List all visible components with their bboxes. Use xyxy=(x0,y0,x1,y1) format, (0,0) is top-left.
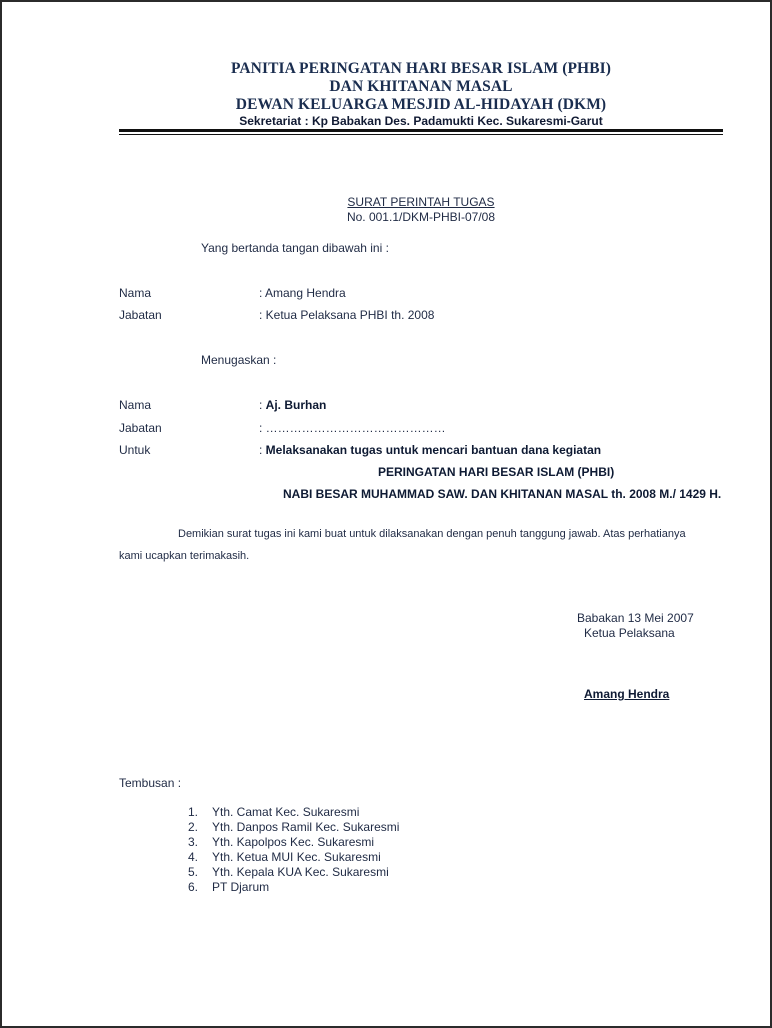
assignee-purpose-label: Untuk xyxy=(119,443,151,457)
letterhead-rule-thin xyxy=(119,134,723,135)
tembusan-item-text: Yth. Ketua MUI Kec. Sukaresmi xyxy=(212,850,381,864)
tembusan-item-number: 1. xyxy=(188,805,199,819)
letterhead-rule-thick xyxy=(119,129,723,132)
assignee-purpose-line-1: Melaksanakan tugas untuk mencari bantuan dana kegiatan xyxy=(265,443,602,457)
assignee-purpose-row xyxy=(259,443,601,457)
tembusan-label: Tembusan : xyxy=(119,776,182,790)
assignee-purpose-line-2: PERINGATAN HARI BESAR ISLAM (PHBI) xyxy=(378,465,615,479)
signer-title: Ketua Pelaksana xyxy=(584,626,675,640)
tembusan-item-number: 6. xyxy=(188,880,199,894)
assignee-name-row xyxy=(259,398,326,412)
tembusan-item-text: Yth. Camat Kec. Sukaresmi xyxy=(212,805,360,819)
letter-number: No. 001.1/DKM-PHBI-07/08 xyxy=(346,210,496,224)
letterhead-line-3: DEWAN KELUARGA MESJID AL-HIDAYAH (DKM) xyxy=(235,96,607,113)
place-date: Babakan 13 Mei 2007 xyxy=(577,611,694,625)
letterhead-line-1: PANITIA PERINGATAN HARI BESAR ISLAM (PHBI) xyxy=(230,60,612,77)
tembusan-item-number: 2. xyxy=(188,820,199,834)
tembusan-item-text: Yth. Kepala KUA Kec. Sukaresmi xyxy=(212,865,389,879)
signer-name-label: Nama xyxy=(119,286,152,300)
tembusan-item-number: 3. xyxy=(188,835,199,849)
closing-line-2: kami ucapkan terimakasih. xyxy=(119,550,250,562)
letterhead-secretariat: Sekretariat : Kp Babakan Des. Padamukti Kec. Sukaresmi-Garut xyxy=(239,114,603,128)
signer-name-value: : Amang Hendra xyxy=(259,286,346,300)
assignee-position-value: : ……………………………………… xyxy=(259,421,446,435)
closing-line-1: Demikian surat tugas ini kami buat untuk dilaksanakan dengan penuh tanggung jawab. Atas perhatianya xyxy=(178,528,686,540)
letterhead-line-2: DAN KHITANAN MASAL xyxy=(329,78,513,95)
assign-heading: Menugaskan : xyxy=(201,353,277,367)
signer-position-value: : Ketua Pelaksana PHBI th. 2008 xyxy=(259,308,435,322)
assignee-purpose-sep: : xyxy=(259,443,266,457)
signer-signature-name: Amang Hendra xyxy=(584,687,670,701)
assignee-name-value: Aj. Burhan xyxy=(265,398,327,412)
assignee-name-label: Nama xyxy=(119,398,152,412)
intro-text: Yang bertanda tangan dibawah ini : xyxy=(201,241,389,255)
assignee-name-sep: : xyxy=(259,398,266,412)
tembusan-item-number: 5. xyxy=(188,865,199,879)
signer-position-label: Jabatan xyxy=(119,308,162,322)
tembusan-item-text: Yth. Danpos Ramil Kec. Sukaresmi xyxy=(212,820,400,834)
assignee-position-label: Jabatan xyxy=(119,421,162,435)
tembusan-item-text: PT Djarum xyxy=(212,880,270,894)
tembusan-item-text: Yth. Kapolpos Kec. Sukaresmi xyxy=(212,835,375,849)
assignee-purpose-line-3: NABI BESAR MUHAMMAD SAW. DAN KHITANAN MASAL th. 2008 M./ 1429 H. xyxy=(283,487,722,501)
letter-title: SURAT PERINTAH TUGAS xyxy=(347,195,495,209)
tembusan-item-number: 4. xyxy=(188,850,199,864)
